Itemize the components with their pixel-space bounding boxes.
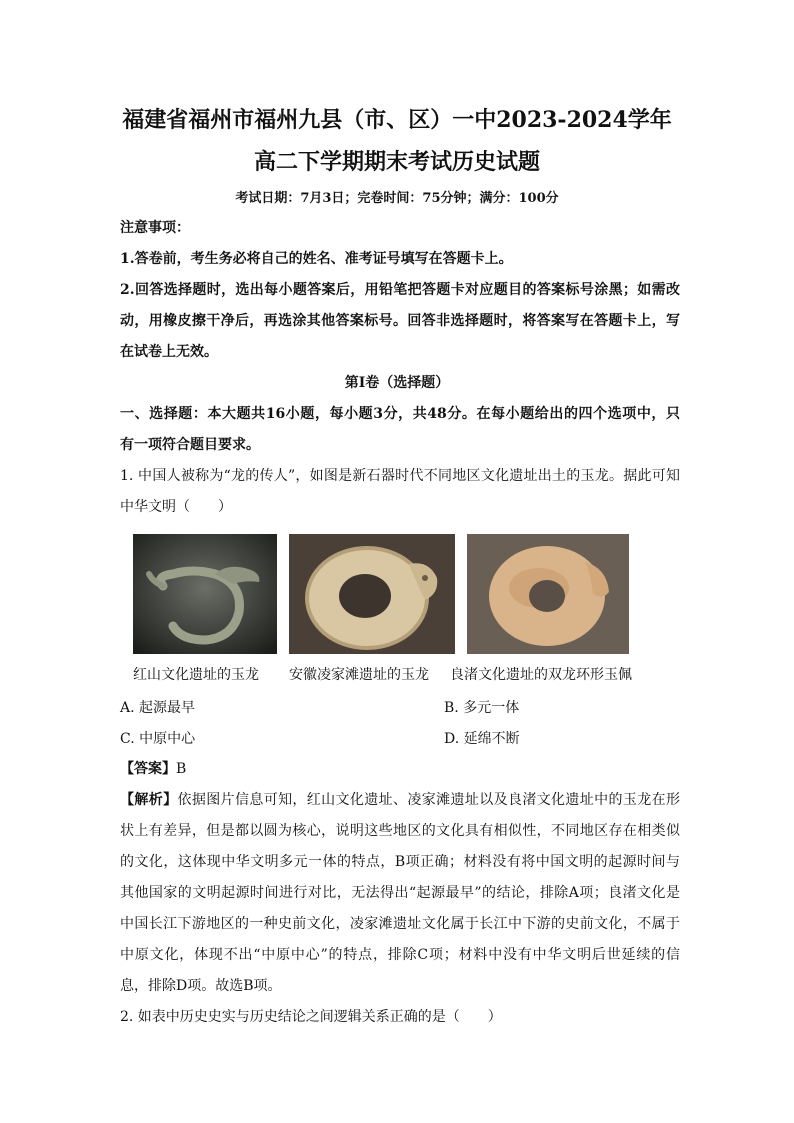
exam-title-line-2: 高二下学期期末考试历史试题	[253, 149, 540, 175]
q1-answer	[120, 759, 680, 779]
analysis-line-5: 中国长江下游地区的一种史前文化，凌家滩遗址文化属于长江中下游的史前文化，不属于	[120, 916, 680, 932]
q1-option-b: B. 多元一体	[444, 700, 520, 716]
caption-hongshan: 红山文化遗址的玉龙	[133, 667, 259, 683]
section-desc-line-2: 有一项符合题目要求。	[120, 437, 260, 453]
liangzhu-double-dragon-pendant-image	[467, 534, 629, 654]
notice-item-2-line-3: 在试卷上无效。	[120, 344, 218, 360]
analysis-line-2: 状上有差异，但是都以圆为核心，说明这些地区的文化具有相似性，不同地区存在相类似	[120, 823, 680, 839]
notice-item-2-line-2: 动，用橡皮擦干净后，再选涂其他答案标号。回答非选择题时，将答案写在答题卡上，写	[120, 313, 680, 329]
exam-info: 考试日期：7月3日；完卷时间：75分钟；满分：100分	[235, 191, 559, 206]
answer-label: 【答案】	[120, 761, 176, 777]
notice-item-1: 1.答卷前，考生务必将自己的姓名、准考证号填写在答题卡上。	[120, 251, 513, 267]
analysis-line-6: 中原文化，体现不出“中原中心”的特点，排除C项；材料中没有中华文明后世延续的信	[120, 947, 680, 963]
caption-liangzhu: 良渚文化遗址的双龙环形玉佩	[450, 667, 632, 683]
section-title: 第Ⅰ卷（选择题）	[344, 375, 450, 391]
lingjiatan-jade-dragon-image	[289, 534, 455, 654]
hongshan-jade-dragon-image	[133, 534, 277, 654]
q1-stem-line-2: 中华文明（ ）	[120, 499, 232, 515]
notice-heading: 注意事项：	[120, 220, 190, 236]
analysis-label: 【解析】	[120, 792, 178, 808]
notice-item-2-line-1: 2.回答选择题时，选出每小题答案后，用铅笔把答题卡对应题目的答案标号涂黑；如需改	[120, 282, 680, 298]
q1-stem-line-1: 1. 中国人被称为“龙的传人”，如图是新石器时代不同地区文化遗址出土的玉龙。据此可知	[120, 468, 680, 484]
analysis-line-1	[120, 790, 680, 810]
analysis-line-3: 的文化，这体现中华文明多元一体的特点，B项正确；材料没有将中国文明的起源时间与	[120, 854, 680, 870]
answer-value: B	[176, 761, 187, 777]
q1-option-d: D. 延绵不断	[444, 731, 520, 747]
analysis-line-7: 息，排除D项。故选B项。	[120, 978, 282, 994]
caption-lingjiatan: 安徽凌家滩遗址的玉龙	[289, 667, 429, 683]
exam-title-line-1: 福建省福州市福州九县（市、区）一中2023-2024学年	[122, 107, 672, 133]
analysis-line-4: 其他国家的文明起源时间进行对比，无法得出“起源最早”的结论，排除A项；良渚文化是	[120, 885, 680, 901]
section-desc-line-1: 一、选择题：本大题共16小题，每小题3分，共48分。在每小题给出的四个选项中，只	[120, 406, 680, 422]
q1-option-a: A. 起源最早	[120, 700, 196, 716]
q1-option-c: C. 中原中心	[120, 731, 196, 747]
q2-stem: 2. 如表中历史史实与历史结论之间逻辑关系正确的是（ ）	[120, 1009, 502, 1025]
analysis-text-1: 依据图片信息可知，红山文化遗址、凌家滩遗址以及良渚文化遗址中的玉龙在形	[177, 792, 681, 808]
